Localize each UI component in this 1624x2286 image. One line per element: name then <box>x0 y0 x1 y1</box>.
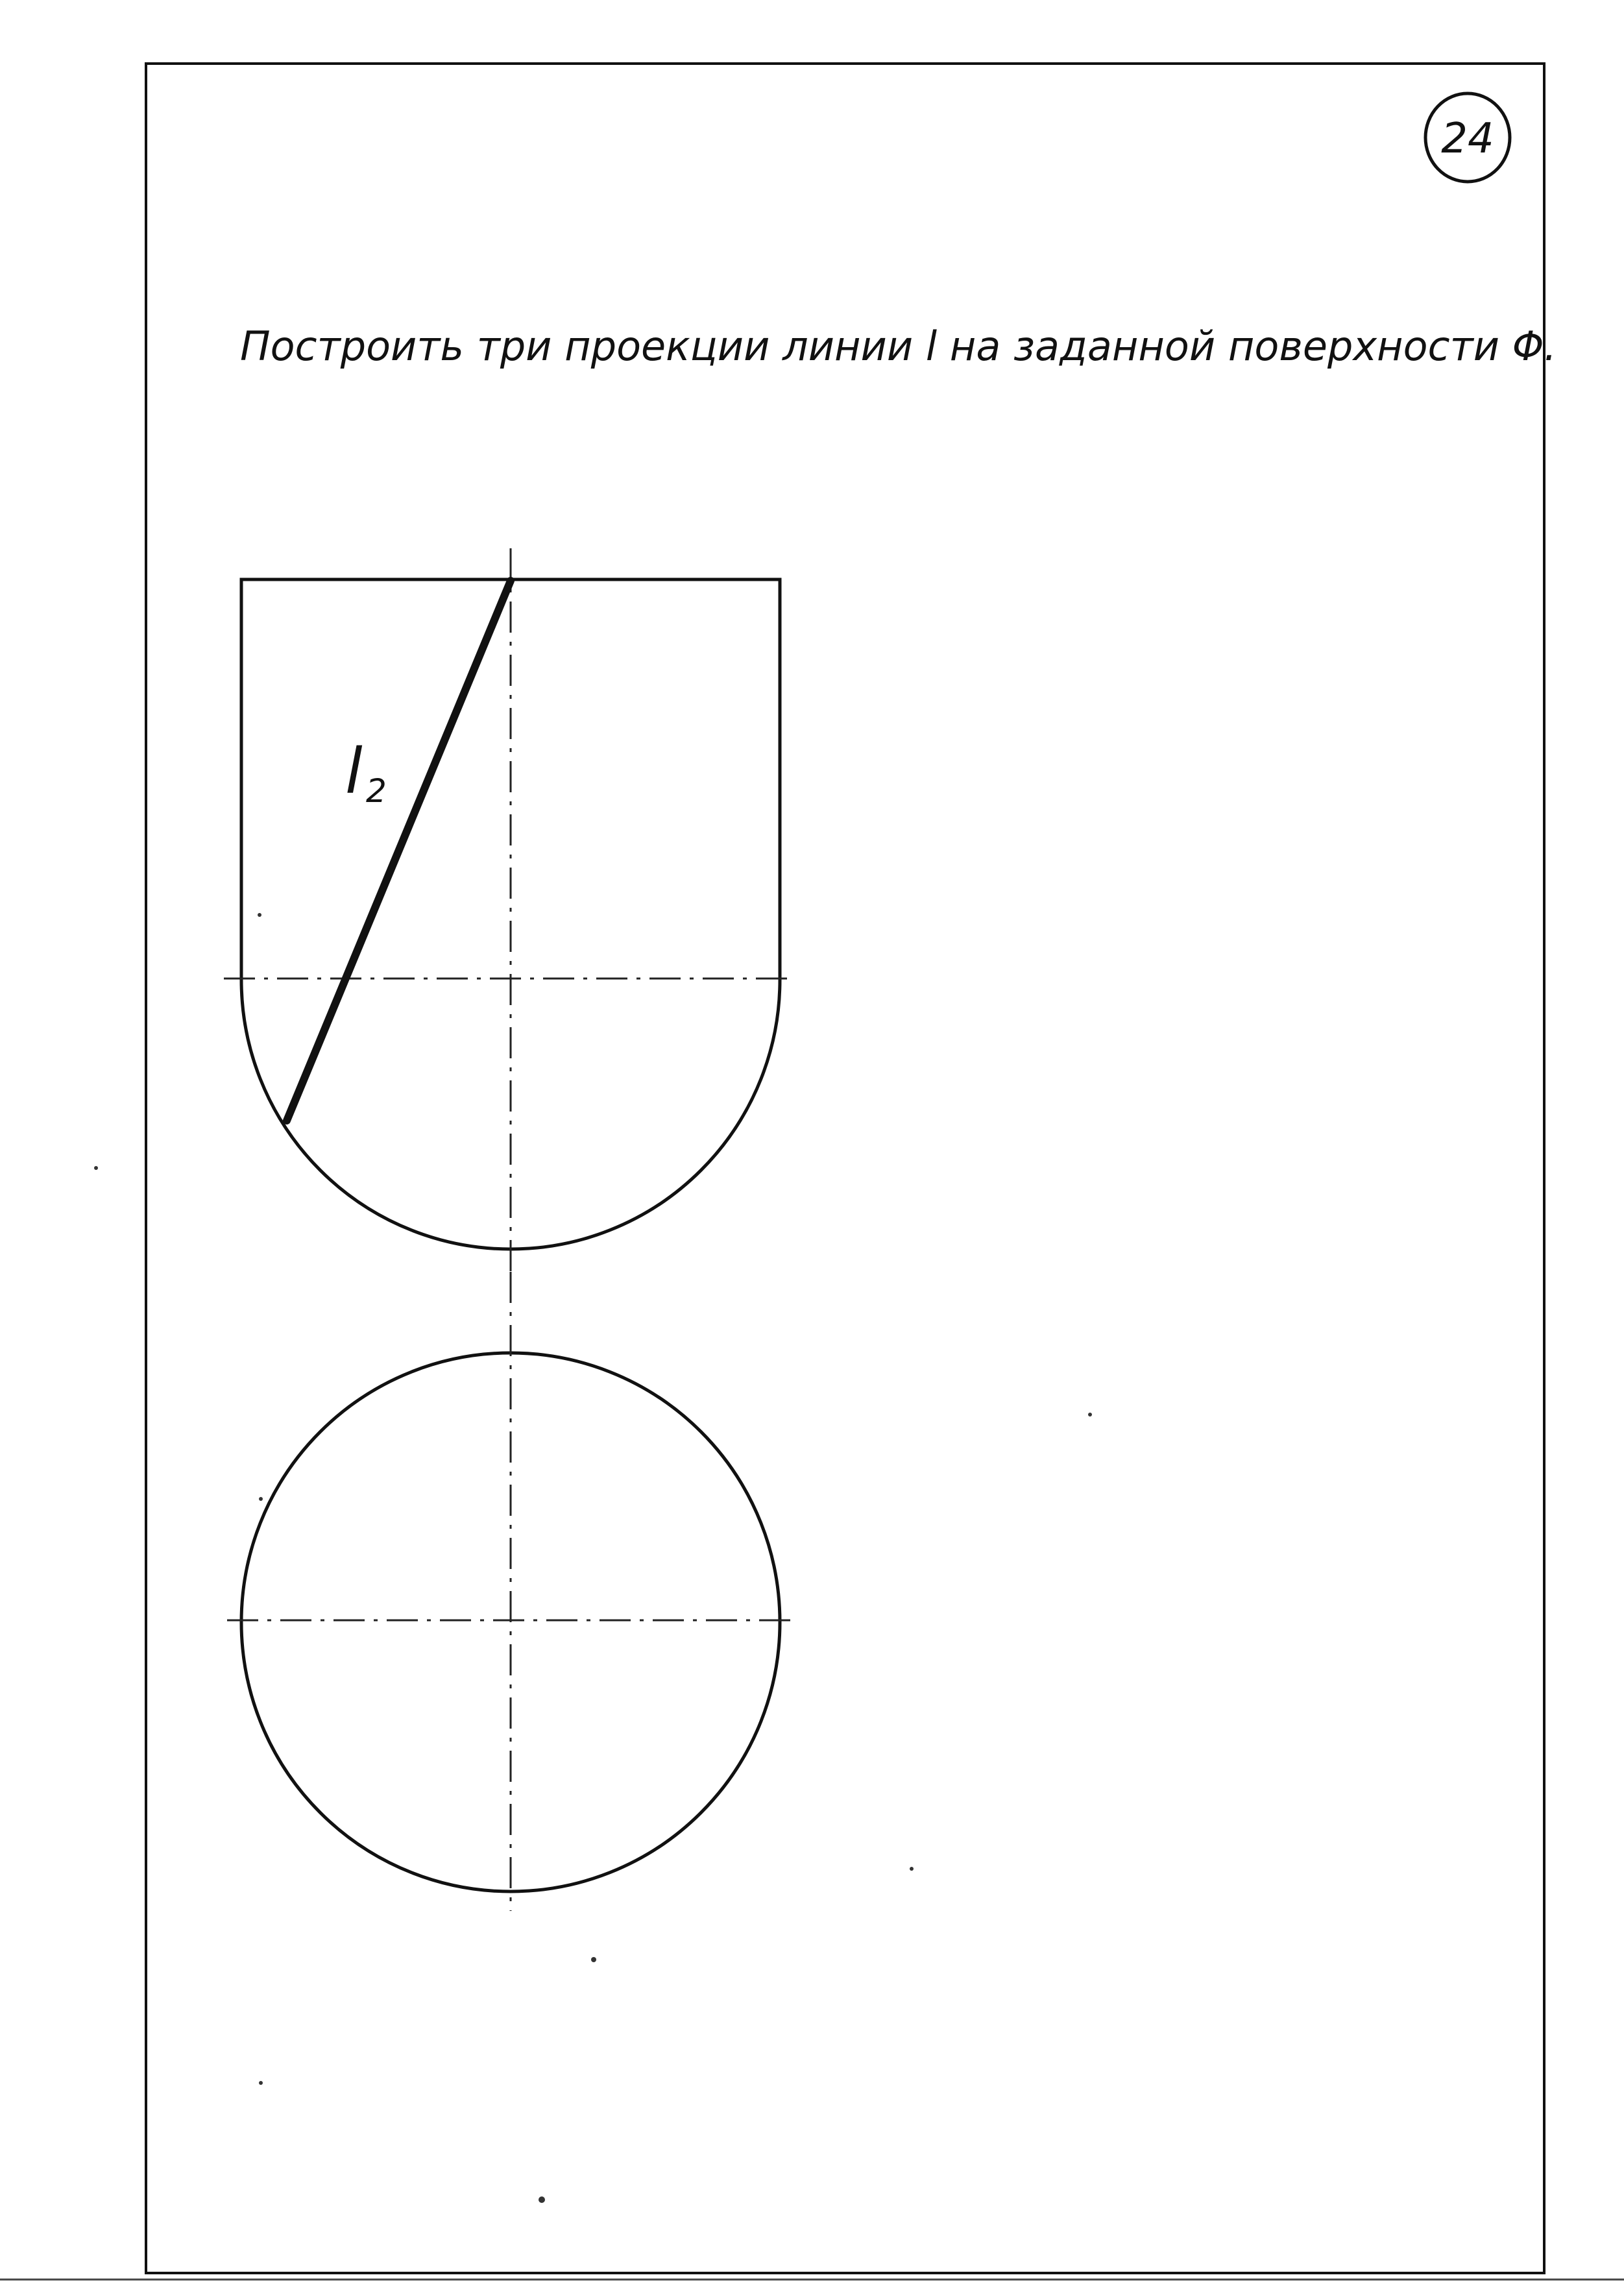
scan-specks <box>94 913 1092 2203</box>
page-number-badge <box>1425 93 1510 182</box>
line-label-subscript: 2 <box>366 772 387 810</box>
line-label-main: l <box>345 735 363 808</box>
line-l2 <box>287 581 511 1121</box>
drawing-frame <box>146 64 1544 2273</box>
page-number: 24 <box>1441 115 1494 163</box>
line-l2-label <box>345 735 387 810</box>
task-statement: Построить три проекции линии l на заданной поверхности Φ. <box>240 322 1557 370</box>
